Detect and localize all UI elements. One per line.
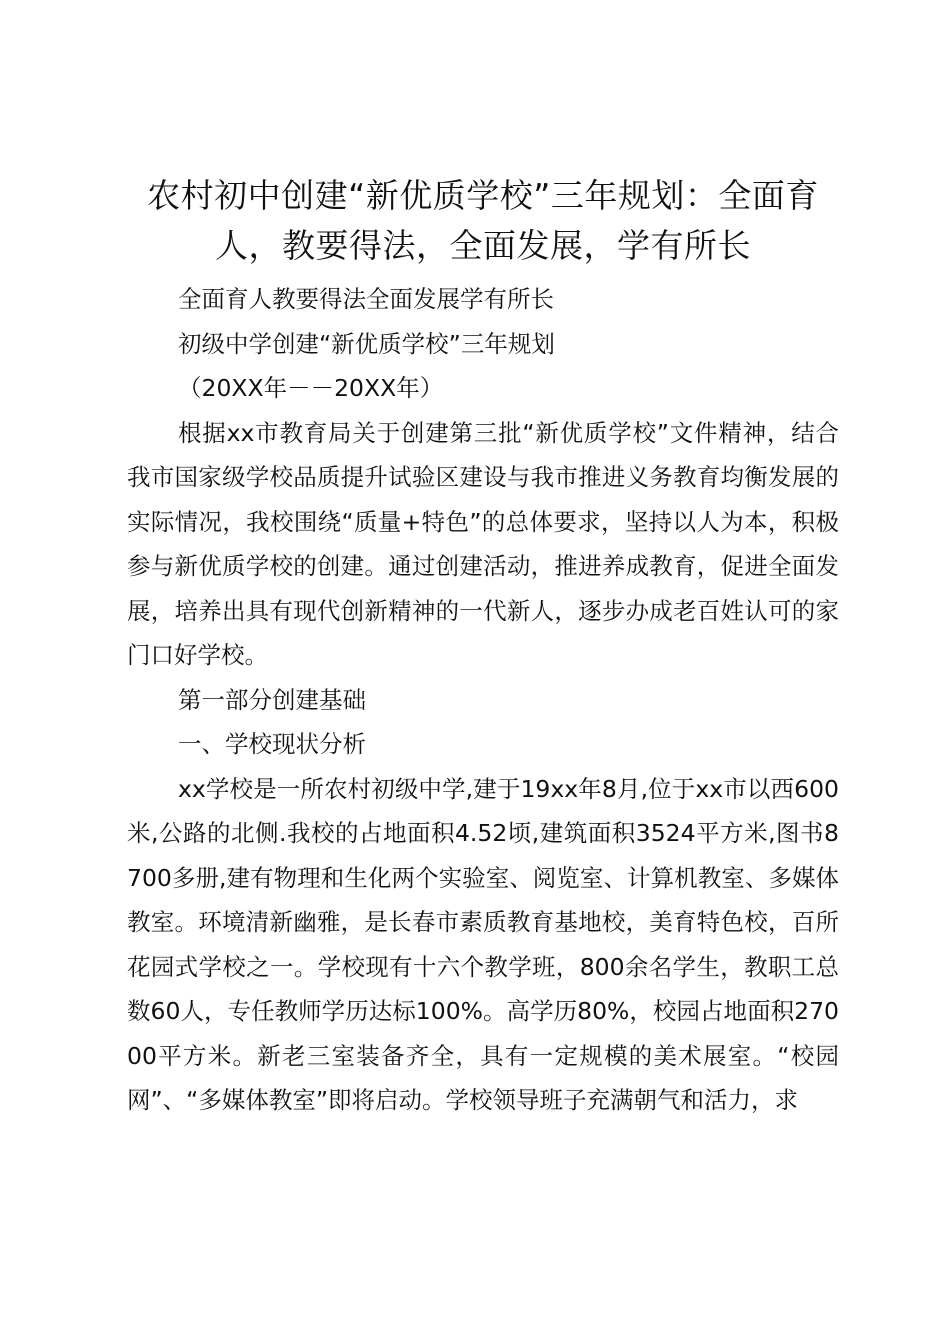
section-heading: 一、学校现状分析	[178, 730, 366, 758]
body-paragraph: xx学校是一所农村初级中学,建于19xx年8月,位于xx市以西600米,公路的北侧.我校的占地面积4.52顷,建筑面积3524平方米,图书8700多册,建有物理和生化两个实验室、阅览室、计算机教室、多媒体教室。环境清新幽雅，是长春市素质教育基地校，美育特色校，百所花园式学校之一。学校现有十六个教学班，800余名学生，教职工总数60人，专任教师学历达标100%。高学历80%，校园占地面积27000平方米。新老三室装备齐全，具有一定规模的美术展室。“校园网”、“多媒体教室”即将启动。学校领导班子充满朝气和活力，求	[127, 774, 839, 1114]
plan-title-line: 初级中学创建“新优质学校”三年规划	[178, 329, 555, 358]
subtitle-line: 全面育人教要得法全面发展学有所长	[178, 285, 554, 313]
document-content	[127, 171, 839, 1123]
title-block	[127, 171, 839, 271]
date-range-line: （20XX年－－20XX年）	[178, 374, 444, 402]
intro-paragraph: 根据xx市教育局关于创建第三批“新优质学校”文件精神，结合我市国家级学校品质提升试验区建设与我市推进义务教育均衡发展的实际情况，我校围绕“质量+特色”的总体要求，坚持以人为本，积极参与新优质学校的创建。通过创建活动，推进养成教育，促进全面发展，培养出具有现代创新精神的一代新人，逐步办成老百姓认可的家门口好学校。	[127, 418, 839, 669]
part-heading: 第一部分创建基础	[178, 685, 366, 714]
document-title: 农村初中创建“新优质学校”三年规划：全面育人，教要得法，全面发展，学有所长	[147, 176, 819, 265]
